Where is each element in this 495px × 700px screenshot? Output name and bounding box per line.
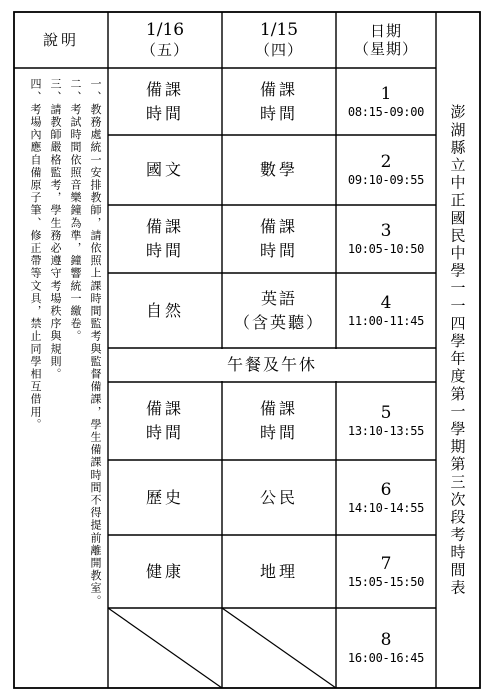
- day2-period-3-subject: 備課 時間: [259, 217, 298, 260]
- period-number: 3: [380, 221, 392, 242]
- note-item: 一、教務處統一安排教師，請依照上課時間監考與監督備課，學生備課時間不得提前離開教室。: [89, 78, 102, 608]
- day2-period-2-subject: 數學: [259, 160, 298, 179]
- period-time: 16:00-16:45: [347, 651, 425, 666]
- day1-date: 1/16: [145, 20, 185, 41]
- period-time: 15:05-15:50: [347, 574, 425, 589]
- period-6-cell: [336, 460, 436, 535]
- note-item: 三、請教師嚴格監考，學生務必遵守考場秩序與規則。: [49, 78, 62, 381]
- period-time: 13:10-13:55: [347, 424, 425, 439]
- period-1-cell: [336, 68, 436, 135]
- day1-header: [108, 12, 222, 68]
- period-number: 6: [380, 479, 392, 500]
- day2-period-5-subject: 備課 時間: [259, 399, 298, 442]
- day1-period-2-subject: 國文: [145, 160, 184, 179]
- day2-period-4-subject: 英語 （含英聽）: [233, 288, 324, 332]
- period-3-cell: [336, 205, 436, 273]
- note-column-header: 說明: [42, 30, 79, 49]
- day2-header: [222, 12, 336, 68]
- period-label: 日期: [369, 21, 402, 40]
- period-time: 09:10-09:55: [347, 173, 425, 188]
- day2-period-1-subject: 備課 時間: [259, 79, 298, 123]
- note-item: 二、考試時間依照音樂鐘為準，鐘響統一繳卷。: [69, 78, 82, 343]
- day2-weekday: （四）: [254, 41, 303, 60]
- note-item: 四、考場內應自備原子筆、修正帶等文具，禁止同學相互借用。: [29, 78, 42, 431]
- period-4-cell: [336, 273, 436, 348]
- period-2-cell: [336, 135, 436, 205]
- period-number: 8: [380, 630, 392, 651]
- day1-period-1-subject: 備課 時間: [145, 79, 184, 123]
- day1-period-5-subject: 備課 時間: [145, 399, 184, 442]
- page-title: 澎湖縣立中正國民中學一一四學年度第一學期第三次段考時間表: [448, 103, 467, 597]
- period-number: 5: [380, 403, 392, 424]
- period-7-cell: [336, 535, 436, 608]
- day1-period-4-subject: 自然: [145, 300, 184, 320]
- day2-period-7-subject: 地理: [259, 561, 298, 581]
- day1-period-7-subject: 健康: [145, 561, 184, 581]
- day1-period-3-subject: 備課 時間: [145, 217, 184, 260]
- period-number: 2: [380, 152, 392, 173]
- period-time: 08:15-09:00: [347, 104, 425, 119]
- lunch-break-row: 午餐及午休: [226, 355, 317, 374]
- period-time: 11:00-11:45: [347, 313, 425, 328]
- day2-date: 1/15: [259, 20, 299, 41]
- period-number: 4: [380, 292, 392, 313]
- period-number: 7: [380, 553, 392, 574]
- period-time: 10:05-10:50: [347, 242, 425, 257]
- day2-period-6-subject: 公民: [259, 487, 298, 507]
- period-sublabel: （星期）: [353, 40, 418, 58]
- notes-column: [16, 70, 106, 686]
- period-header: [336, 12, 436, 68]
- period-5-cell: [336, 382, 436, 460]
- day1-weekday: （五）: [140, 41, 189, 60]
- day1-period-6-subject: 歷史: [145, 487, 184, 507]
- period-number: 1: [380, 83, 392, 104]
- period-time: 14:10-14:55: [347, 500, 425, 515]
- period-8-cell: [336, 608, 436, 688]
